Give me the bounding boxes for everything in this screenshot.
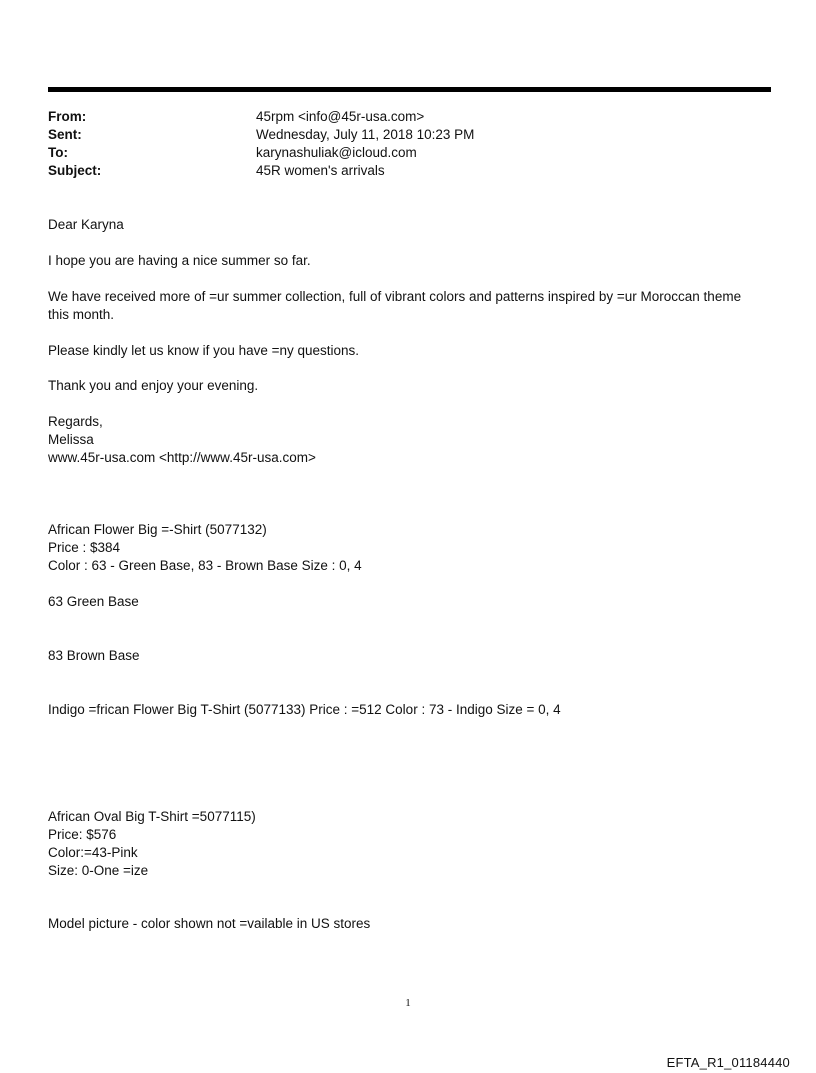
item-3-price: Price: $576 <box>48 827 117 842</box>
item-1 <box>48 521 763 575</box>
sent-label: Sent: <box>48 127 82 142</box>
greeting-text: Dear Karyna <box>48 217 124 232</box>
paragraph-4-text: Thank you and enjoy your evening. <box>48 378 259 393</box>
bates-number: EFTA_R1_01184440 <box>666 1055 790 1070</box>
sent-row <box>48 126 474 144</box>
paragraph-4 <box>48 377 763 395</box>
item-1-name: African Flower Big =-Shirt (5077132) <box>48 522 267 537</box>
paragraph-2 <box>48 288 763 324</box>
subject-label: Subject: <box>48 163 102 178</box>
from-row <box>48 108 474 126</box>
item-1-variant-2-text: 83 Brown Base <box>48 648 140 663</box>
item-1-color: Color : 63 - Green Base, 83 - Brown Base Size : 0, 4 <box>48 558 362 573</box>
item-1-variant-1 <box>48 593 763 611</box>
header-divider-rule <box>48 87 771 92</box>
item-1-price: Price : $384 <box>48 540 121 555</box>
sent-value: Wednesday, July 11, 2018 10:23 PM <box>256 127 475 142</box>
paragraph-2-line-1: We have received more of =ur summer collection, full of vibrant colors and patterns inspired by =ur Moroccan theme <box>48 289 742 304</box>
item-2 <box>48 701 763 719</box>
subject-row <box>48 162 474 180</box>
to-label: To: <box>48 145 68 160</box>
from-value: 45rpm <info@45r-usa.com> <box>256 109 425 124</box>
model-note <box>48 915 763 933</box>
item-3-color: Color:=43-Pink <box>48 845 138 860</box>
from-label: From: <box>48 109 87 124</box>
paragraph-1-text: I hope you are having a nice summer so far. <box>48 253 311 268</box>
regards-text: Regards, <box>48 414 103 429</box>
item-3 <box>48 808 763 880</box>
paragraph-2-line-2: this month. <box>48 307 115 322</box>
item-2-text: Indigo =frican Flower Big T-Shirt (5077133) Price : =512 Color : 73 - Indigo Size = 0, 4 <box>48 702 561 717</box>
greeting <box>48 216 763 234</box>
paragraph-3 <box>48 342 763 360</box>
model-note-text: Model picture - color shown not =vailable in US stores <box>48 916 371 931</box>
item-1-variant-2 <box>48 647 763 665</box>
website-link[interactable]: www.45r-usa.com <http://www.45r-usa.com> <box>48 450 316 465</box>
to-row <box>48 144 474 162</box>
paragraph-1 <box>48 252 763 270</box>
item-3-name: African Oval Big T-Shirt =5077115) <box>48 809 256 824</box>
subject-value: 45R women's arrivals <box>256 163 385 178</box>
to-value: karynashuliak@icloud.com <box>256 145 417 160</box>
item-3-size: Size: 0-One =ize <box>48 863 149 878</box>
item-1-variant-1-text: 63 Green Base <box>48 594 139 609</box>
email-header <box>48 108 474 180</box>
signature-name: Melissa <box>48 432 94 447</box>
paragraph-3-text: Please kindly let us know if you have =ny questions. <box>48 343 360 358</box>
page-number: 1 <box>405 997 411 1009</box>
signature <box>48 413 763 467</box>
